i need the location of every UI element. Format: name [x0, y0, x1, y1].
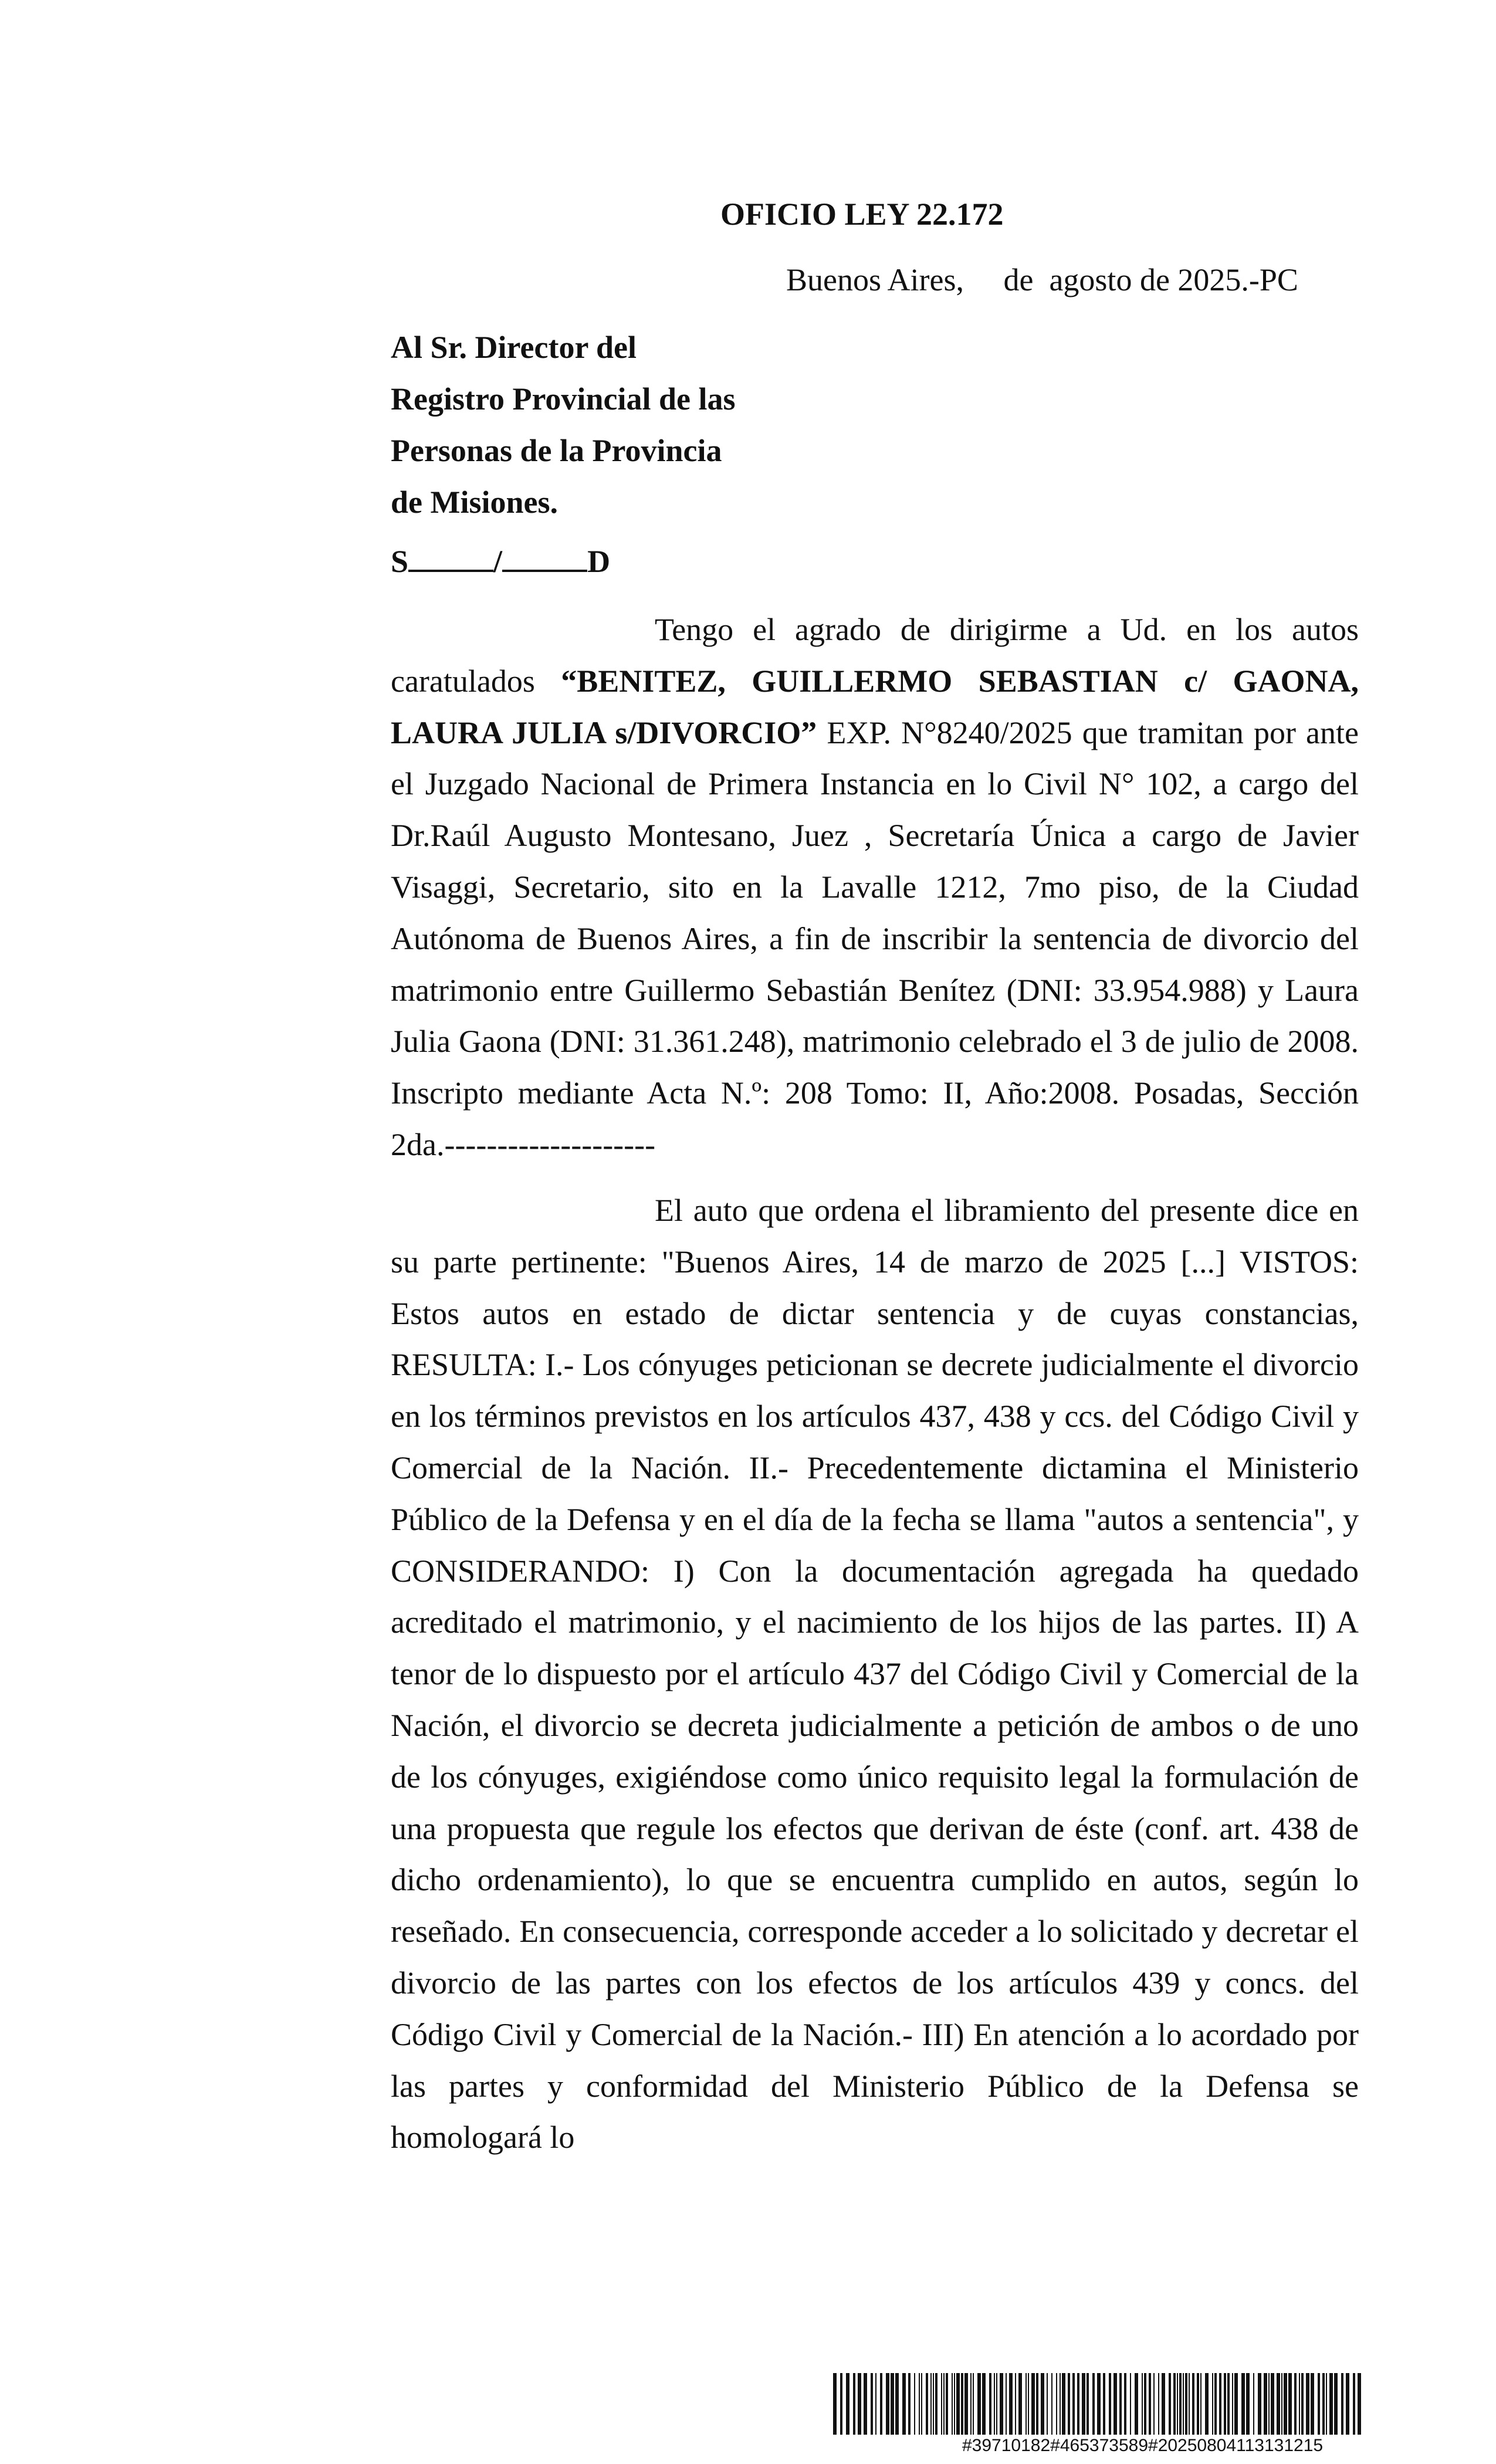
barcode-bar: [1047, 2373, 1048, 2435]
barcode-bar: [1271, 2373, 1274, 2435]
document-barcode: [833, 2373, 1367, 2455]
barcode-bar: [880, 2373, 882, 2435]
salutation-s: S: [391, 544, 409, 579]
barcode-bar: [964, 2373, 968, 2435]
barcode-bar: [1103, 2373, 1105, 2435]
barcode-bar: [858, 2373, 861, 2435]
barcode-bar: [1092, 2373, 1095, 2435]
barcode-bar: [1177, 2373, 1178, 2435]
barcode-bar: [1258, 2373, 1261, 2435]
salutation-blank-right: [502, 546, 587, 572]
barcode-bar: [977, 2373, 981, 2435]
barcode-bar: [895, 2373, 899, 2435]
barcode-bar: [1212, 2373, 1213, 2435]
document-title: OFICIO LEY 22.172: [720, 197, 1004, 232]
barcode-bar: [1227, 2373, 1230, 2435]
barcode-bar: [1018, 2373, 1022, 2435]
barcode-bar: [1299, 2373, 1300, 2435]
barcode-bar: [864, 2373, 867, 2435]
barcode-bar: [1135, 2373, 1138, 2435]
barcode-bar: [1056, 2373, 1057, 2435]
barcode-bar: [933, 2373, 934, 2435]
barcode-bar: [996, 2373, 997, 2435]
barcode-bar: [1000, 2373, 1003, 2435]
barcode-bar: [956, 2373, 960, 2435]
barcode-bar: [1197, 2373, 1199, 2435]
barcode-bar: [946, 2373, 948, 2435]
barcode-bar: [1113, 2373, 1117, 2435]
barcode-bar: [961, 2373, 963, 2435]
barcode-bar: [1253, 2373, 1254, 2435]
barcode-bar: [1130, 2373, 1131, 2435]
barcode-bar: [1097, 2373, 1101, 2435]
barcode-bar: [1169, 2373, 1171, 2435]
barcode-bar: [1318, 2373, 1320, 2435]
barcode-bar: [1329, 2373, 1333, 2435]
salutation-sd: [391, 541, 610, 582]
barcode-bar: [1068, 2373, 1070, 2435]
barcode-bar: [1144, 2373, 1146, 2435]
addressee-line: Registro Provincial de las: [391, 381, 736, 417]
barcode-bar: [970, 2373, 972, 2435]
barcode-bar: [1142, 2373, 1143, 2435]
barcode-bar: [1294, 2373, 1297, 2435]
paragraph-1: [391, 604, 1359, 1171]
barcode-bar: [1173, 2373, 1176, 2435]
barcode-bar: [1268, 2373, 1270, 2435]
barcode-bar: [902, 2373, 906, 2435]
barcode-bar: [954, 2373, 955, 2435]
barcode-bar: [1015, 2373, 1016, 2435]
barcode-bar: [875, 2373, 876, 2435]
salutation-slash: /: [493, 544, 503, 579]
barcode-bar: [982, 2373, 986, 2435]
barcode-bar: [1036, 2373, 1038, 2435]
barcode-bar: [952, 2373, 953, 2435]
barcode-bar: [1241, 2373, 1245, 2435]
addressee-line: Al Sr. Director del: [391, 330, 637, 365]
barcode-bar: [1277, 2373, 1280, 2435]
barcode-bar: [1006, 2373, 1007, 2435]
barcode-bar: [1041, 2373, 1044, 2435]
barcode-bar: [994, 2373, 995, 2435]
barcode-bar: [1082, 2373, 1085, 2435]
barcode-bar: [1281, 2373, 1282, 2435]
barcode-bar: [919, 2373, 920, 2435]
barcode-bar: [840, 2373, 842, 2435]
paragraph-2-text: El auto que ordena el libramiento del presente dice en su parte pertinente: "Buenos Aires, 14 de marzo de 2025 [...] VISTOS: Estos autos en estado de dictar sentencia y de cuyas constancias, RESULTA: I.- Los cónyuges peticionan se decrete judicialmente el divorcio en los términos previstos en los artículos 437, 438 y ccs. del Código Civil y Comercial de la Nación. II.- Precedentemente dictamina el Ministerio Público de la Defensa y en el día de la fecha se llama "autos a sentencia", y CONSIDERANDO: I) Con la documentación agregada ha quedado acreditado el matrimonio, y el nacimiento de los hijos de las partes. II) A tenor de lo dispuesto por el artículo 437 del Código Civil y Comercial de la Nación, el divorcio se decreta judicialmente a petición de ambos o de uno de los cónyuges, exigiéndose como único requisito legal la formulación de una propuesta que regule los efectos que derivan de éste (conf. art. 438 de dicho ordenamiento), lo que se encuentra cumplido en autos, según lo reseñado. En consecuencia, corresponde acceder a lo solicitado y decretar el divorcio de las partes con los efectos de los artículos 439 y concs. del Código Civil y Comercial de la Nación.- III) En atención a lo acordado por las partes y conformidad del Ministerio Público de la Defensa se homologará lo: [391, 1193, 1359, 2155]
barcode-bar: [1189, 2373, 1190, 2435]
barcode-bar: [1109, 2373, 1111, 2435]
barcode-bar: [935, 2373, 937, 2435]
barcode-bar: [1214, 2373, 1217, 2435]
barcode-number: #39710182#465373589#20250804113131215: [962, 2436, 1324, 2455]
barcode-bar: [1246, 2373, 1250, 2435]
salutation-d: D: [587, 544, 611, 579]
barcode-bar: [1025, 2373, 1027, 2435]
barcode-bar: [1301, 2373, 1304, 2435]
addressee-block: [391, 321, 735, 528]
barcode-icon: [833, 2373, 1367, 2435]
barcode-bar: [853, 2373, 855, 2435]
barcode-bar: [1183, 2373, 1184, 2435]
barcode-bar: [833, 2373, 837, 2435]
barcode-bar: [1060, 2373, 1061, 2435]
barcode-bar: [886, 2373, 889, 2435]
salutation-blank-left: [408, 546, 493, 572]
barcode-bar: [1353, 2373, 1355, 2435]
barcode-bar: [1192, 2373, 1194, 2435]
barcode-bar: [1234, 2373, 1238, 2435]
barcode-bar: [1326, 2373, 1327, 2435]
barcode-bar: [1358, 2373, 1361, 2435]
barcode-bar: [1306, 2373, 1309, 2435]
barcode-bar: [1124, 2373, 1126, 2435]
barcode-bar: [1288, 2373, 1292, 2435]
barcode-bar: [1009, 2373, 1013, 2435]
barcode-bar: [989, 2373, 991, 2435]
barcode-bar: [908, 2373, 911, 2435]
barcode-bar: [941, 2373, 942, 2435]
barcode-bar: [1264, 2373, 1267, 2435]
barcode-bar: [1224, 2373, 1226, 2435]
barcode-bar: [1062, 2373, 1065, 2435]
barcode-bar: [930, 2373, 932, 2435]
barcode-bar: [1322, 2373, 1325, 2435]
barcode-bar: [1334, 2373, 1338, 2435]
paragraph-1-rest: EXP. N°8240/2025 que tramitan por ante el Juzgado Nacional de Primera Instancia en lo Civil N° 102, a cargo del Dr.Raúl Augusto Montesano, Juez , Secretaría Única a cargo de Javier Visaggi, Secretario, sito en la Lavalle 1212, 7mo piso, de la Ciudad Autónoma de Buenos Aires, a fin de inscribir la sentencia de divorcio del matrimonio entre Guillermo Sebastián Benítez (DNI: 33.954.988) y Laura Julia Gaona (DNI: 31.361.248), matrimonio celebrado el 3 de julio de 2008. Inscripto mediante Acta N.º: 208 Tomo: II, Año:2008. Posadas, Sección 2da.--------------------: [391, 715, 1359, 1162]
barcode-bar: [1185, 2373, 1187, 2435]
barcode-bar: [1087, 2373, 1089, 2435]
dateline: Buenos Aires, de agosto de 2025.-PC: [786, 262, 1298, 297]
barcode-bar: [846, 2373, 849, 2435]
barcode-bar: [943, 2373, 945, 2435]
barcode-bar: [1028, 2373, 1029, 2435]
barcode-bar: [1153, 2373, 1155, 2435]
barcode-bar: [1284, 2373, 1287, 2435]
addressee-line: de Misiones.: [391, 485, 559, 520]
barcode-bar: [1200, 2373, 1201, 2435]
barcode-bar: [1119, 2373, 1122, 2435]
barcode-bar: [1232, 2373, 1233, 2435]
barcode-bar: [973, 2373, 974, 2435]
barcode-bar: [1179, 2373, 1182, 2435]
barcode-bar: [1205, 2373, 1209, 2435]
barcode-bar: [1311, 2373, 1314, 2435]
barcode-bar: [1072, 2373, 1075, 2435]
barcode-bar: [891, 2373, 894, 2435]
barcode-bar: [1341, 2373, 1343, 2435]
barcode-bar: [1149, 2373, 1151, 2435]
barcode-bar: [1077, 2373, 1079, 2435]
barcode-bar: [914, 2373, 915, 2435]
paragraph-2: [391, 1185, 1359, 2164]
barcode-bar: [926, 2373, 928, 2435]
barcode-bar: [1158, 2373, 1159, 2435]
barcode-bar: [1162, 2373, 1165, 2435]
barcode-bar: [1031, 2373, 1035, 2435]
barcode-bar: [921, 2373, 922, 2435]
case-caption: “BENITEZ, GUILLERMO SEBASTIAN c/ GAONA, LAURA JULIA s/DIVORCIO”: [391, 663, 1359, 750]
paragraph-1-lead: Tengo el agrado de dirigirme a Ud. en los autos caratulados: [391, 612, 1359, 699]
barcode-bar: [1051, 2373, 1052, 2435]
addressee-line: Personas de la Provincia: [391, 433, 722, 468]
barcode-bar: [1219, 2373, 1221, 2435]
barcode-bar: [871, 2373, 873, 2435]
barcode-bar: [1346, 2373, 1349, 2435]
